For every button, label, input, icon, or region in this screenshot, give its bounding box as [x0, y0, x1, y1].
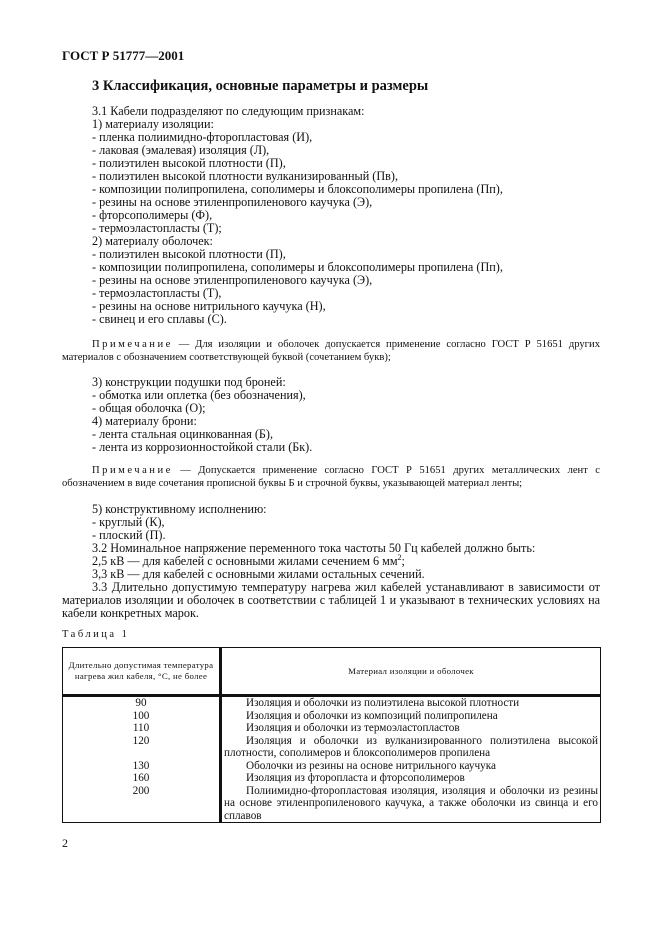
list-heading: 3) конструкции подушки под броней: [92, 375, 286, 389]
table-label: Таблица 1 [62, 629, 130, 640]
material-cell: Изоляция и оболочки из термоэластопластов [221, 722, 601, 735]
column-header: Длительно допустимая температура нагрева жил кабеля, °С, не более [63, 648, 221, 696]
list [62, 428, 600, 454]
list [62, 389, 600, 415]
list [62, 131, 600, 235]
paragraph-3-2: 3.2 Номинальное напряжение переменного тока частоты 50 Гц кабелей должно быть: [92, 541, 536, 555]
temperature-cell: 90 [63, 696, 221, 710]
list-item: - фторсополимеры (Ф), [92, 208, 213, 222]
list-item: - обмотка или оплетка (без обозначения), [92, 388, 306, 402]
list-item: - термоэластопласты (Т); [92, 221, 222, 235]
column-header: Материал изоляции и оболочек [221, 648, 601, 696]
list-item: - лента стальная оцинкованная (Б), [92, 427, 274, 441]
list-item: - резины на основе нитрильного каучука (Н), [92, 299, 326, 313]
section-3-1 [62, 105, 600, 326]
list-heading: 5) конструктивному исполнению: [92, 502, 267, 516]
paragraph-3-3: 3.3 Длительно допустимую температуру нагрева жил кабелей устанавливают в зависимости от материалов изоляции и оболочек в соответствии с таблицей 1 и указывают в технических условиях на кабели конкретных марок. [62, 580, 600, 620]
temperature-cell: 200 [63, 785, 221, 823]
note-1 [62, 338, 600, 364]
note-label: Примечание [92, 339, 173, 350]
table-row [63, 710, 601, 723]
page-number: 2 [62, 836, 68, 850]
note-label: Примечание [92, 465, 173, 476]
material-cell: Оболочки из резины на основе нитрильного каучука [221, 760, 601, 773]
list [62, 516, 600, 542]
list-item: - полиэтилен высокой плотности (П), [92, 247, 286, 261]
list-heading: 1) материалу изоляции: [92, 117, 214, 131]
material-cell: Изоляция и оболочки из полиэтилена высокой плотности [221, 696, 601, 710]
document-header: ГОСТ Р 51777—2001 [62, 48, 185, 63]
list-item: - лаковая (эмалевая) изоляция (Л), [92, 143, 270, 157]
note-text: — Допускается применение согласно ГОСТ Р 51651 других металлических лент с обозначением в виде сочетания прописной буквы Б и строчной буквы, указывающей материал ленты; [62, 465, 600, 489]
list-item: - термоэластопласты (Т), [92, 286, 222, 300]
voltage-line-2: 3,3 кВ — для кабелей с основными жилами остальных сечений. [92, 567, 425, 581]
voltage-line-1: 2,5 кВ — для кабелей с основными жилами сечением 6 $мм^2$; [92, 552, 405, 568]
table-row [63, 735, 601, 760]
section-3-1-end [62, 503, 600, 620]
table-row [63, 696, 601, 710]
material-cell: Изоляция и оболочки из вулканизированного полиэтилена высокой плотности, сополимеров и блоксополимеров пропилена [221, 735, 601, 760]
note-2 [62, 464, 600, 490]
list-item: - резины на основе этиленпропиленового каучука (Э), [92, 273, 373, 287]
section-3-1-cont [62, 376, 600, 454]
note-text: — Для изоляции и оболочек допускается применение согласно ГОСТ Р 51651 других материалов с обозначением соответствующей буквой (сочетанием букв); [62, 339, 600, 363]
list-item: - композиции полипропилена, сополимеры и блоксополимеры пропилена (Пп), [92, 260, 503, 274]
list-item: - полиэтилен высокой плотности вулканизированный (Пв), [92, 169, 399, 183]
table-row [63, 785, 601, 823]
list [62, 248, 600, 326]
table-1 [62, 647, 601, 823]
list-item: - круглый (К), [92, 515, 165, 529]
list-item: - пленка полиимидно-фторопластовая (И), [92, 130, 313, 144]
material-cell: Изоляция из фторопласта и фторсополимеров [221, 772, 601, 785]
temperature-cell: 110 [63, 722, 221, 735]
list-item: - общая оболочка (О); [92, 401, 206, 415]
material-cell: Полиимидно-фторопластовая изоляция, изоляция и оболочки из резины на основе этиленпропиленового каучука, а также оболочки из свинца и его сплавов [221, 785, 601, 823]
list-item: - лента из коррозионностойкой стали (Бк). [92, 440, 313, 454]
table-row [63, 760, 601, 773]
list-item: - плоский (П). [92, 528, 166, 542]
material-cell: Изоляция и оболочки из композиций полипропилена [221, 710, 601, 723]
temperature-cell: 160 [63, 772, 221, 785]
list-heading: 4) материалу брони: [92, 414, 197, 428]
list-heading: 2) материалу оболочек: [92, 234, 213, 248]
table-row [63, 772, 601, 785]
table-row [63, 722, 601, 735]
temperature-cell: 120 [63, 735, 221, 760]
section-title: 3 Классификация, основные параметры и размеры [92, 78, 429, 94]
paragraph: 3.1 Кабели подразделяют по следующим признакам: [92, 104, 365, 118]
list-item: - полиэтилен высокой плотности (П), [92, 156, 286, 170]
temperature-cell: 100 [63, 710, 221, 723]
list-item: - резины на основе этиленпропиленового каучука (Э), [92, 195, 373, 209]
list-item: - композиции полипропилена, сополимеры и блоксополимеры пропилена (Пп), [92, 182, 503, 196]
temperature-cell: 130 [63, 760, 221, 773]
list-item: - свинец и его сплавы (С). [92, 312, 227, 326]
